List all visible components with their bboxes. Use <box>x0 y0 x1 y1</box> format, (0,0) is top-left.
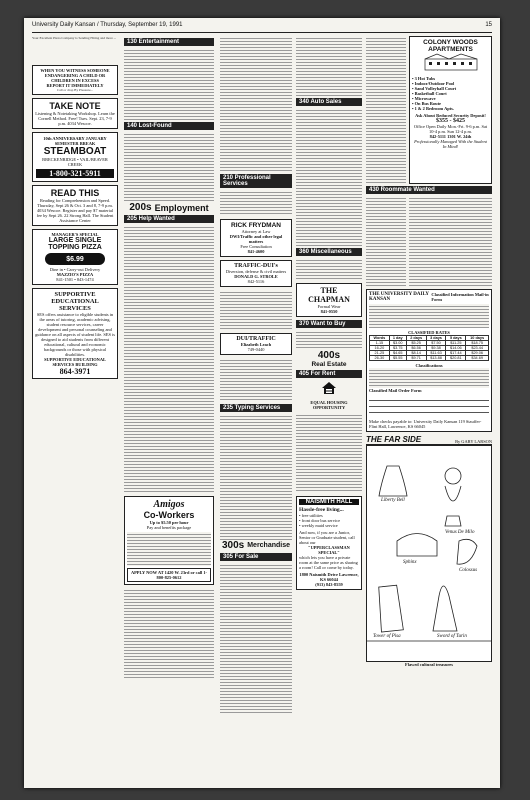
equal-housing-logo <box>296 381 362 410</box>
kansan-form <box>366 289 492 432</box>
naismith-headline: Hassle-free living... <box>299 507 344 513</box>
category-400-number: 400s <box>317 350 341 361</box>
rates-cell: $13.88 <box>426 356 446 361</box>
rates-cell: $18.75 <box>466 341 489 346</box>
rates-cell: $23.44 <box>466 346 489 351</box>
category-200-number: 200s <box>129 202 152 213</box>
amigos-benefits: Pay and benefits package <box>146 525 192 530</box>
intro-text: Your Excellent Pizza Company is Sending Hiring and more ... <box>32 36 117 40</box>
cartoon-label: Sword of Turin <box>437 634 467 639</box>
listing-block <box>296 108 362 246</box>
listing-block <box>296 413 362 493</box>
listing-block <box>124 132 214 202</box>
colony-feature: • Indoor/Outdoor Pool <box>412 81 455 86</box>
report-line: WHEN YOU WITNESS SOMEONE <box>40 68 110 73</box>
rates-header-cell: Words <box>370 336 390 341</box>
rates-row <box>370 356 489 361</box>
category-405: 405 For Rent <box>296 370 362 378</box>
rates-cell: $6.56 <box>406 346 426 351</box>
naismith-bullet: • weekly maid service <box>299 523 338 528</box>
rates-cell: $9.38 <box>426 346 446 351</box>
rates-cell: $34.69 <box>466 356 489 361</box>
rates-cell: $17.44 <box>446 351 466 356</box>
rates-header-cell: 1 day <box>389 336 406 341</box>
kansan-form-head <box>369 292 489 302</box>
rates-cell: 21-25 <box>370 351 390 356</box>
rick-name: RICK FRYDMAN <box>231 222 281 229</box>
naismith-address: 1800 Naismith Drive Lawrence, KS 66044 <box>299 572 359 582</box>
category-300 <box>220 540 292 551</box>
cartoon-drawing <box>367 446 491 651</box>
cartoon-label: Liberty Bell <box>381 498 405 503</box>
category-200 <box>124 202 214 213</box>
far-side-byline: By GARY LARSON <box>455 439 492 444</box>
rates-cell: 1-15 <box>370 341 390 346</box>
rates-cell: $11.25 <box>446 341 466 346</box>
amigos-list <box>127 532 211 566</box>
category-360: 360 Miscellaneous <box>296 248 362 256</box>
classifications-list <box>369 368 489 388</box>
ses-footer: SUPPORTIVE EDUCATIONAL SERVICES BUILDING <box>44 357 106 367</box>
rick-note: Free Consultation <box>240 244 272 249</box>
cartoon-label: Tower of Pisa <box>373 634 401 639</box>
rates-cell: $3.00 <box>389 341 406 346</box>
dui-name: Elizabeth Leach <box>240 342 272 347</box>
ses-body: SES offers assistance to eligible students in the areas of tutoring, academic advising, student resource services, career development and personal counseling and guidance on all aspects of student life. SES is designed to aid students from different educational, cultural and economic backgrounds or those with physical disabilities. <box>35 312 115 357</box>
category-200-name: Employment <box>154 202 209 213</box>
rates-cell: 16-20 <box>370 346 390 351</box>
rates-cell: $11.63 <box>426 351 446 356</box>
read-this-ad <box>32 185 118 226</box>
steamboat-ad <box>32 132 118 182</box>
rates-cell: $5.25 <box>406 341 426 346</box>
read-this-body: Reading for Comprehension and Speed. Thursday, Sept 26 & Oct. 3 and 8, 7-9 p.m. 4034 Wescoe. Register and pay $7 material fee by Sept 26. 22 Strong Hall. The Student Assistance Center <box>36 198 114 223</box>
cartoon-label: Sphinx <box>403 560 417 565</box>
page-number: 15 <box>485 22 492 28</box>
mid-block <box>366 196 492 286</box>
rates-cell: $4.65 <box>389 351 406 356</box>
category-430: 430 Roommate Wanted <box>366 186 492 194</box>
far-side-cartoon <box>366 445 492 662</box>
listing-block <box>366 196 406 286</box>
ses-title: SUPPORTIVE EDUCATIONAL SERVICES <box>51 291 99 312</box>
colony-feature: • Basketball Court <box>412 91 447 96</box>
category-205: 205 Help Wanted <box>124 215 214 223</box>
listing-block <box>220 36 292 172</box>
cartoon-label: Venus De Milo <box>445 530 475 535</box>
top-block <box>366 36 492 184</box>
far-side-title: THE FAR SIDE <box>366 435 422 444</box>
listing-block <box>220 414 292 540</box>
naismith-phone: (913) 843-8559 <box>315 582 343 587</box>
colony-feature: • On Bus Route <box>412 101 441 106</box>
category-370: 370 Want to Buy <box>296 320 362 328</box>
dui-phone: 749-0440 <box>247 347 265 352</box>
mazzios-phone: 841-1501 • 843-1474 <box>56 277 94 282</box>
naismith-bullet: • free utilities <box>299 513 323 518</box>
naismith-body: And now, if you are a Junior, Senior or Graduate student, call about our <box>299 530 355 545</box>
rates-cell: $20.81 <box>446 356 466 361</box>
rates-cell: $29.06 <box>466 351 489 356</box>
category-210: 210 Professional Services <box>220 174 292 188</box>
order-form-lines[interactable] <box>369 395 489 417</box>
amigos-ad <box>124 496 214 585</box>
rates-cell: $7.50 <box>426 341 446 346</box>
category-305: 305 For Sale <box>220 553 292 561</box>
rates-header-cell: 3 days <box>426 336 446 341</box>
report-line: CHILDREN IN EXCESS <box>51 78 99 83</box>
column-1 <box>32 36 118 780</box>
steamboat-brand: STEAMBOAT <box>43 146 107 157</box>
category-300-number: 300s <box>221 540 245 551</box>
category-235: 235 Typing Services <box>220 404 292 412</box>
supportive-services-ad <box>32 288 118 379</box>
running-header-title: University Daily Kansan / Thursday, September 19, 1991 <box>32 22 183 28</box>
equal-housing-text: EQUAL HOUSING OPPORTUNITY <box>310 400 348 410</box>
column-2 <box>124 36 214 780</box>
listing-block <box>409 196 492 286</box>
colony-title: COLONY WOODS APARTMENTS <box>423 39 478 53</box>
rates-cell: $14.06 <box>446 346 466 351</box>
running-header <box>32 22 492 33</box>
read-this-title: READ THIS <box>50 188 100 198</box>
rates-header-cell: 5 days <box>446 336 466 341</box>
far-side-header <box>366 435 492 445</box>
rates-cell: 26-30 <box>370 356 390 361</box>
kansan-deadline: Make checks payable to: University Daily Kansan 119 Stauffer-Flint Hall, Lawrence, KS 66045 <box>369 419 482 429</box>
kansan-policy <box>369 304 489 328</box>
colony-feature: • 1 & 2 Bedroom Apts. <box>412 106 454 111</box>
report-box <box>32 65 118 95</box>
rates-cell: $8.14 <box>406 351 426 356</box>
cartoon-caption: Flawed cultural treasures <box>405 662 453 667</box>
category-300-name: Merchandise <box>247 542 291 549</box>
take-note-ad <box>32 98 118 129</box>
category-130: 130 Entertainment <box>124 38 214 46</box>
rates-title: CLASSIFIED RATES <box>408 330 450 335</box>
steamboat-resorts: BRECKENRIDGE • VAIL/BEAVER CREEK <box>42 157 108 167</box>
kansan-form-title: Classified Information Mail-in Form <box>431 292 489 302</box>
colony-woods-ad <box>409 36 492 184</box>
listing-block <box>124 225 214 493</box>
column-4 <box>296 36 362 780</box>
mazzios-logo: MAZZIO'S PIZZA <box>56 272 94 277</box>
category-400-name: Real Estate <box>311 361 347 368</box>
column-5 <box>366 36 492 780</box>
traffic-sub: Diversion, defense & civil matters <box>225 269 287 274</box>
listing-block <box>220 358 292 402</box>
chapman-phone: 841-0550 <box>320 309 338 314</box>
colony-managed: Professionally Managed With the Student In Mind! <box>414 139 487 149</box>
kansan-title: THE UNIVERSITY DAILY KANSAN <box>369 292 429 302</box>
listing-block <box>124 48 214 120</box>
classifications-title: Classifications <box>415 363 443 368</box>
rates-header-cell: 2 days <box>406 336 426 341</box>
listing-block <box>366 36 406 184</box>
amigos-pay: Up to $5.50 per hour <box>149 520 189 525</box>
cartoon-label: Colossus <box>459 568 478 573</box>
naismith-hall-ad <box>296 496 362 590</box>
rick-phone: 841-4600 <box>247 249 265 254</box>
naismith-body2: which lets you have a private room at the same price as sharing a room! Call or come by today. <box>299 555 358 570</box>
rates-cell: $3.75 <box>389 346 406 351</box>
listing-block <box>220 290 292 330</box>
listing-block <box>296 258 362 280</box>
colony-price: $355 - $425 <box>436 118 465 124</box>
traffic-title: TRAFFIC-DUI's <box>234 263 278 269</box>
column-3 <box>220 36 292 780</box>
mazzios-ad <box>32 229 118 285</box>
steamboat-phone: 1-800-321-5911 <box>36 169 114 178</box>
naismith-bullet: • front door bus service <box>299 518 341 523</box>
category-340: 340 Auto Sales <box>296 98 362 106</box>
listing-block <box>296 330 362 350</box>
amigos-title: Co-Workers <box>143 510 195 520</box>
rick-role: Attorney at Law <box>241 229 271 234</box>
rick-frydman-ad <box>220 219 292 257</box>
dui-title: DUI/TRAFFIC <box>236 336 276 342</box>
colony-feature: • Microwave <box>412 96 436 101</box>
take-note-body: Listening & Notetaking Workshop. Learn the Cornell Method. Free! Tues. Sept. 23, 7-9 p.m. 4034 Wescoe. <box>35 111 115 126</box>
listing-block <box>220 563 292 713</box>
order-form-title: Classified Mail Order Form <box>369 388 422 393</box>
listing-block <box>124 588 214 678</box>
apartment-drawing-icon <box>421 53 481 71</box>
dui-leach-ad <box>220 333 292 355</box>
rates-cell: $5.55 <box>389 356 406 361</box>
report-footer: Call or drop By Pleasure... <box>56 88 94 92</box>
pizza-deal: LARGE SINGLE TOPPING PIZZA <box>48 237 102 251</box>
amigos-apply: APPLY NOW AT 1420 W. 23rd or call 1-800-825-0612 <box>127 568 211 582</box>
take-note-title: TAKE NOTE <box>49 101 101 111</box>
rates-table <box>369 335 489 361</box>
traffic-dui-ad <box>220 260 292 287</box>
naismith-logo: NAISMITH HALL <box>299 499 359 505</box>
colony-hours: Office Open Daily Mon.-Fri. 9-6 p.m. Sat 10-4 p.m. Sun 12-4 p.m. <box>413 124 488 134</box>
report-line: REPORT IT IMMEDIATELY <box>46 83 104 88</box>
traffic-name: DONALD G. STROLE <box>234 274 278 279</box>
rates-cell: $9.71 <box>406 356 426 361</box>
colony-feature: • Sand Volleyball Court <box>412 86 457 91</box>
category-400 <box>296 350 362 368</box>
steamboat-head: 10th ANNIVERSARY JANUARY SEMESTER BREAK <box>43 136 107 146</box>
chapman-ad <box>296 283 362 317</box>
colony-features <box>412 76 489 111</box>
rick-line: DWI/Traffic and other legal matters <box>229 234 283 244</box>
colony-feature: • 3 Hot Tubs <box>412 76 436 81</box>
traffic-phone: 842-5116 <box>247 279 265 284</box>
colony-address: 842-5111 1301 W. 24th <box>429 134 472 139</box>
pizza-price: $6.99 <box>45 253 105 265</box>
colony-ask: Ask About Reduced Security Deposit! <box>415 113 486 118</box>
managers-special: MANAGER'S SPECIAL <box>51 232 99 237</box>
newspaper-page <box>24 18 500 788</box>
amigos-logo: Amigos <box>153 499 185 510</box>
chapman-logo: THE CHAPMAN <box>308 286 350 304</box>
house-icon <box>321 381 337 395</box>
naismith-special: "UPPERCLASSMAN SPECIAL" <box>308 545 350 555</box>
listing-block <box>296 36 362 96</box>
report-line: ENDANGERING A CHILD OR <box>44 73 106 78</box>
category-140: 140 Lost-Found <box>124 122 214 130</box>
chapman-sub: Formal Wear <box>317 304 341 309</box>
pizza-note: Dine in • Carry-out Delivery <box>49 267 101 272</box>
listing-block <box>220 190 292 216</box>
ses-phone: 864-3971 <box>59 367 91 376</box>
rates-header-cell: 10 days <box>466 336 489 341</box>
